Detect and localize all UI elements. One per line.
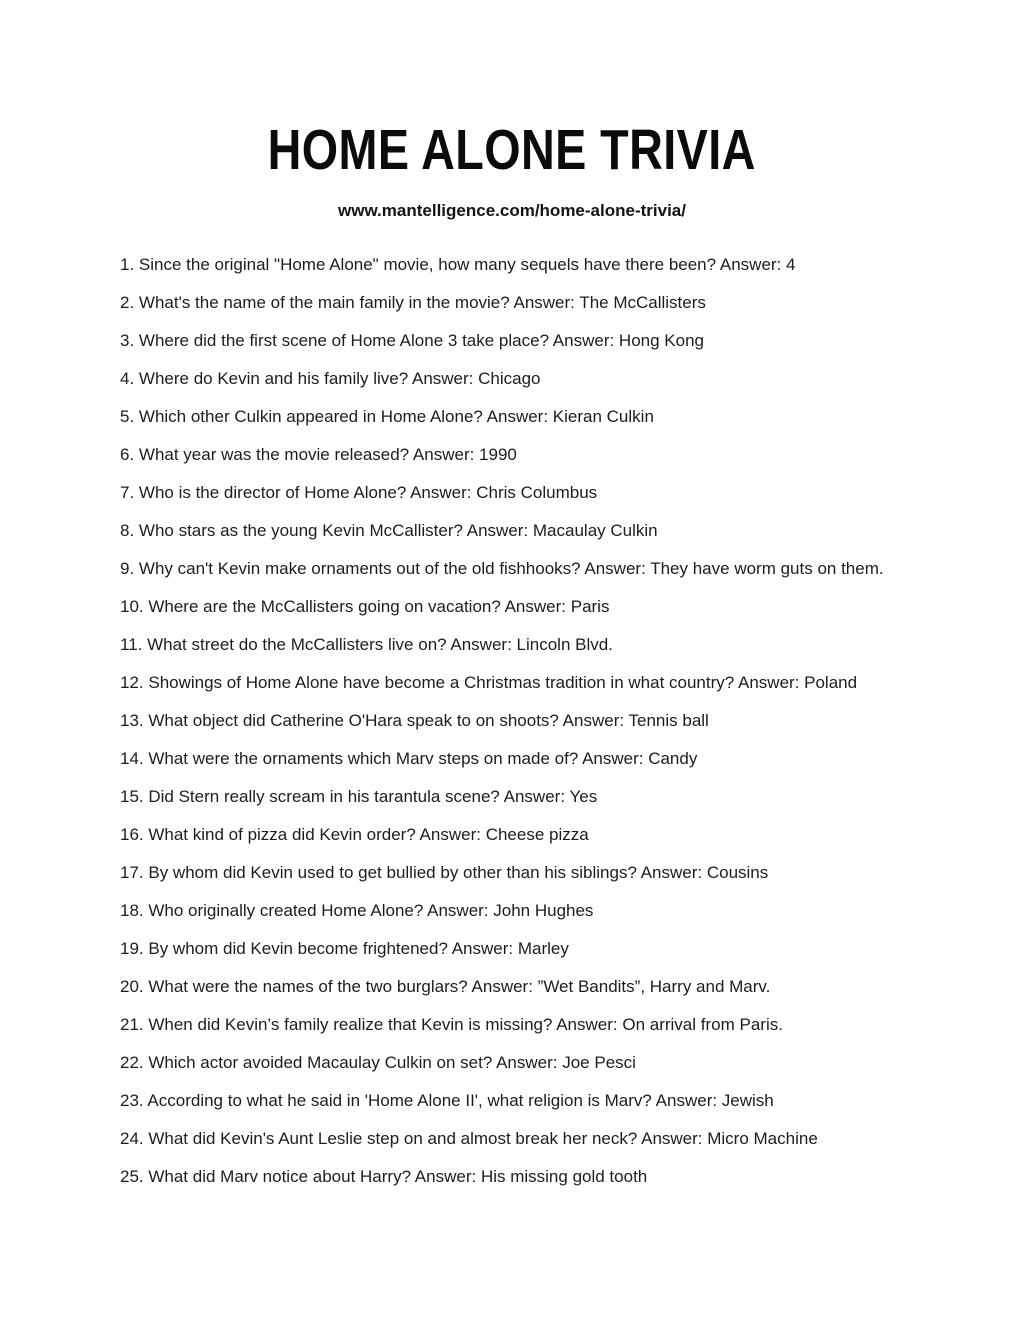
page-title [0, 0, 1024, 182]
trivia-item: 7. Who is the director of Home Alone? Answer: Chris Columbus [120, 483, 598, 502]
trivia-item: 11. What street do the McCallisters live on? Answer: Lincoln Blvd. [120, 635, 613, 654]
trivia-item: 4. Where do Kevin and his family live? Answer: Chicago [120, 369, 541, 388]
trivia-item: 25. What did Marv notice about Harry? Answer: His missing gold tooth [120, 1167, 648, 1186]
trivia-item: 2. What's the name of the main family in the movie? Answer: The McCallisters [120, 293, 706, 312]
trivia-item: 13. What object did Catherine O'Hara speak to on shoots? Answer: Tennis ball [120, 711, 709, 730]
trivia-item: 23. According to what he said in 'Home Alone II', what religion is Marv? Answer: Jewish [120, 1091, 774, 1110]
trivia-item: 14. What were the ornaments which Marv steps on made of? Answer: Candy [120, 749, 698, 768]
trivia-item: 24. What did Kevin's Aunt Leslie step on and almost break her neck? Answer: Micro Machine [120, 1129, 818, 1148]
trivia-item: 22. Which actor avoided Macaulay Culkin on set? Answer: Joe Pesci [120, 1053, 636, 1072]
source-url: www.mantelligence.com/home-alone-trivia/ [338, 201, 686, 220]
trivia-item: 20. What were the names of the two burglars? Answer: ”Wet Bandits”, Harry and Marv. [120, 977, 771, 996]
trivia-item: 15. Did Stern really scream in his tarantula scene? Answer: Yes [120, 787, 598, 806]
trivia-item: 21. When did Kevin’s family realize that Kevin is missing? Answer: On arrival from Paris. [120, 1015, 783, 1034]
trivia-item: 1. Since the original "Home Alone" movie, how many sequels have there been? Answer: 4 [120, 255, 796, 274]
trivia-item: 8. Who stars as the young Kevin McCallister? Answer: Macaulay Culkin [120, 521, 658, 540]
trivia-item: 17. By whom did Kevin used to get bullied by other than his siblings? Answer: Cousins [120, 863, 769, 882]
trivia-item: 12. Showings of Home Alone have become a Christmas tradition in what country? Answer: Poland [120, 673, 858, 692]
trivia-item: 19. By whom did Kevin become frightened? Answer: Marley [120, 939, 569, 958]
trivia-item: 10. Where are the McCallisters going on vacation? Answer: Paris [120, 597, 610, 616]
trivia-item: 6. What year was the movie released? Answer: 1990 [120, 445, 517, 464]
trivia-item: 9. Why can't Kevin make ornaments out of the old fishhooks? Answer: They have worm guts on them. [120, 559, 884, 578]
trivia-item: 3. Where did the first scene of Home Alone 3 take place? Answer: Hong Kong [120, 331, 705, 350]
trivia-item: 18. Who originally created Home Alone? Answer: John Hughes [120, 901, 594, 920]
trivia-list [120, 254, 964, 1188]
trivia-item: 5. Which other Culkin appeared in Home Alone? Answer: Kieran Culkin [120, 407, 654, 426]
trivia-item: 16. What kind of pizza did Kevin order? Answer: Cheese pizza [120, 825, 589, 844]
page-title-text: HOME ALONE TRIVIA [267, 118, 757, 182]
